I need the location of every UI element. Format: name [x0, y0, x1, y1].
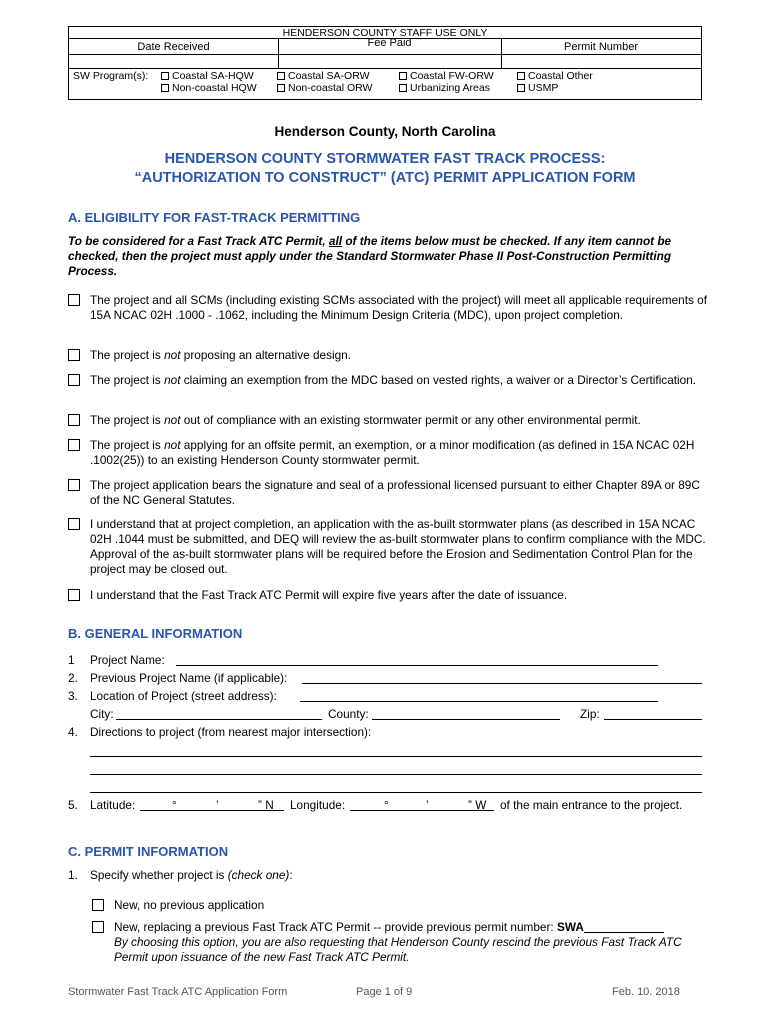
form-page: HENDERSON COUNTY STAFF USE ONLY Date Received Fee Paid Permit Number SW Program(s): Coastal SA-HQW Non-coastal HQW Coastal SA-ORW Non-coastal ORW Coastal FW-ORW Urbanizing Areas Coastal Other USMP Henderson County, North Carolina HENDERSON COUNTY STORMWATER FAST TRACK PROCESS: “AUTHORIZATION TO CONSTRUCT” (ATC) PERMIT APPLICATION FORM A. ELIGIBILITY FOR FAST-TRACK PERMITTING To be considered for a Fast Track ATC Permit, all of the items below must be checked. If any item cannot be checked, then the project must apply under the Standard Stormwater Phase II Post-Construction Permitting Process. The project and all SCMs (including existing SCMs associated with the project) will meet all applicable requirements of 15A NCAC 02H .1000 - .1062, including the Minimum Design Criteria (MDC), upon project completion. The project is not proposing an alternative design. The project is not claiming an exemption from the MDC based on vested rights, a waiver or a Director’s Certification. The project is not out of compliance with an existing stormwater permit or any other environmental permit. The project is not applying for an offsite permit, an exemption, or a minor modification (as defined in 15A NCAC 02H .1002(25)) to an existing Henderson County stormwater permit. The project application bears the signature and seal of a professional licensed pursuant to either Chapter 89A or 89C of the NC General Statutes. I understand that at project completion, an application with the as-built stormwater plans (as described in 15A NCAC 02H .1044 must be submitted, and DEQ will review the as-built stormwater plans to confirm compliance with the MDC. Approval of the as-built stormwater plans will be required before the Erosion and Sedimentation Control Plan for the project may be closed out. I understand that the Fast Track ATC Permit will expire five years after the date of issuance. B. GENERAL INFORMATION 1 Project Name: 2. Previous Project Name (if applicable): 3. Location of Project (street address): City: County: Zip: 4. Directions to project (from nearest major intersection): 5. Latitude: ° ’ ” N Longitude: ° ’ ” W of the main entrance to the project. C. PERMIT INFORMATION 1. Specify whether project is (check one): New, no previous application New, replacing a previous Fast Track ATC Permit -- provide previous permit number: SWA By choosing this option, you are also requesting that Henderson County rescind the previous Fast Track ATC Permit upon issuance of the new Fast Track ATC Permit. Stormwater Fast Track ATC Application Form Page 1 of 9 Feb. 10. 2018: [0, 0, 770, 1024]
staff-values-row: [69, 55, 701, 69]
eligibility-item: I understand that the Fast Track ATC Permit will expire five years after the date of issuance.: [68, 588, 708, 603]
previous-name-field[interactable]: [302, 671, 702, 684]
city-field[interactable]: [116, 707, 322, 720]
form-title-line1: HENDERSON COUNTY STORMWATER FAST TRACK PROCESS:: [164, 151, 606, 167]
program-non-coastal-orw[interactable]: Non-coastal ORW: [277, 82, 372, 94]
program-coastal-fw-orw[interactable]: Coastal FW-ORW: [399, 70, 494, 82]
eligibility-item: The project is not applying for an offsite permit, an exemption, or a minor modification (as defined in 15A NCAC 02H .1002(25)) to an existing Henderson County stormwater permit.: [68, 438, 708, 468]
new-application-checkbox[interactable]: [92, 899, 104, 911]
form-title: [0, 150, 770, 188]
footer-form-name: Stormwater Fast Track ATC Application Form: [68, 986, 288, 998]
specify-label: Specify whether project is (check one):: [90, 868, 293, 882]
program-non-coastal-hqw[interactable]: Non-coastal HQW: [161, 82, 257, 94]
permit-option-replace: New, replacing a previous Fast Track ATC Permit -- provide previous permit number: SWA By choosing this option, you are also requesting that Henderson County rescind the previous Fast Track ATC Permit upon issuance of the new Fast Track ATC Permit.: [92, 920, 704, 965]
rescind-note: By choosing this option, you are also requesting that Henderson County rescind the previous Fast Track ATC Permit upon issuance of the new Fast Track ATC Permit.: [114, 935, 682, 964]
program-coastal-other[interactable]: Coastal Other: [517, 70, 593, 82]
program-usmp[interactable]: USMP: [517, 82, 593, 94]
project-name-field[interactable]: [176, 653, 658, 666]
directions-line[interactable]: [90, 774, 702, 775]
permit-option-new: New, no previous application: [92, 898, 702, 913]
main-entrance-text: of the main entrance to the project.: [500, 798, 683, 812]
longitude-label: Longitude:: [290, 798, 346, 812]
eligibility-item: The project is not out of compliance with an existing stormwater permit or any other environmental permit.: [68, 413, 708, 428]
county-field[interactable]: [372, 707, 560, 720]
location-field[interactable]: [300, 689, 658, 702]
zip-field[interactable]: [604, 707, 702, 720]
previous-name-label: Previous Project Name (if applicable):: [90, 671, 288, 685]
section-b-heading: B. GENERAL INFORMATION: [68, 626, 243, 641]
replace-permit-checkbox[interactable]: [92, 921, 104, 933]
fee-paid-label: Fee Paid: [367, 37, 412, 49]
project-name-label: Project Name:: [90, 653, 165, 667]
staff-use-box: [68, 26, 702, 100]
previous-permit-number-field[interactable]: [584, 920, 664, 933]
eligibility-checkbox[interactable]: [68, 479, 80, 491]
eligibility-item: The project and all SCMs (including existing SCMs associated with the project) will meet all applicable requirements of 15A NCAC 02H .1000 - .1062, including the Minimum Design Criteria (MDC), upon project completion.: [68, 293, 708, 323]
eligibility-checkbox[interactable]: [68, 518, 80, 530]
latitude-label: Latitude:: [90, 798, 136, 812]
eligibility-checkbox[interactable]: [68, 349, 80, 361]
county-heading: Henderson County, North Carolina: [274, 124, 496, 139]
eligibility-checkbox[interactable]: [68, 414, 80, 426]
footer-date: Feb. 10. 2018: [612, 986, 680, 998]
eligibility-checkbox[interactable]: [68, 374, 80, 386]
eligibility-item: The project is not proposing an alternative design.: [68, 348, 708, 363]
directions-label: Directions to project (from nearest major intersection):: [90, 725, 372, 739]
permit-number-label: Permit Number: [564, 41, 638, 53]
eligibility-checkbox[interactable]: [68, 294, 80, 306]
footer-page-number: Page 1 of 9: [356, 986, 413, 998]
directions-line[interactable]: [90, 792, 702, 793]
section-a-heading: A. ELIGIBILITY FOR FAST-TRACK PERMITTING: [68, 210, 361, 225]
location-label: Location of Project (street address):: [90, 689, 277, 703]
section-c-heading: C. PERMIT INFORMATION: [68, 844, 229, 859]
eligibility-checkbox[interactable]: [68, 439, 80, 451]
eligibility-checkbox[interactable]: [68, 589, 80, 601]
section-a-intro: To be considered for a Fast Track ATC Permit, all of the items below must be checked. If any item cannot be checked, then the project must apply under the Standard Stormwater Phase II Post-Construction Permitting Process.: [68, 234, 672, 278]
sw-programs-label: SW Program(s):: [73, 70, 149, 82]
date-received-label: Date Received: [137, 41, 210, 53]
eligibility-item: The project application bears the signature and seal of a professional licensed pursuant to either Chapter 89A or 89C of the NC General Statutes.: [68, 478, 708, 508]
program-urbanizing-areas[interactable]: Urbanizing Areas: [399, 82, 494, 94]
eligibility-item: I understand that at project completion, an application with the as-built stormwater plans (as described in 15A NCAC 02H .1044 must be submitted, and DEQ will review the as-built stormwater plans to confirm compliance with the MDC. Approval of the as-built stormwater plans will be required before the Erosion and Sedimentation Control Plan for the project may be closed out.: [68, 517, 708, 577]
city-label: City:: [90, 707, 114, 721]
county-label: County:: [328, 707, 369, 721]
program-coastal-sa-hqw[interactable]: Coastal SA-HQW: [161, 70, 257, 82]
program-coastal-sa-orw[interactable]: Coastal SA-ORW: [277, 70, 372, 82]
form-title-line2: “AUTHORIZATION TO CONSTRUCT” (ATC) PERMIT APPLICATION FORM: [134, 170, 636, 186]
staff-labels-row: [69, 39, 701, 55]
eligibility-item: The project is not claiming an exemption from the MDC based on vested rights, a waiver or a Director’s Certification.: [68, 373, 708, 388]
staff-use-header: HENDERSON COUNTY STAFF USE ONLY: [69, 27, 701, 39]
directions-line[interactable]: [90, 756, 702, 757]
zip-label: Zip:: [580, 707, 600, 721]
